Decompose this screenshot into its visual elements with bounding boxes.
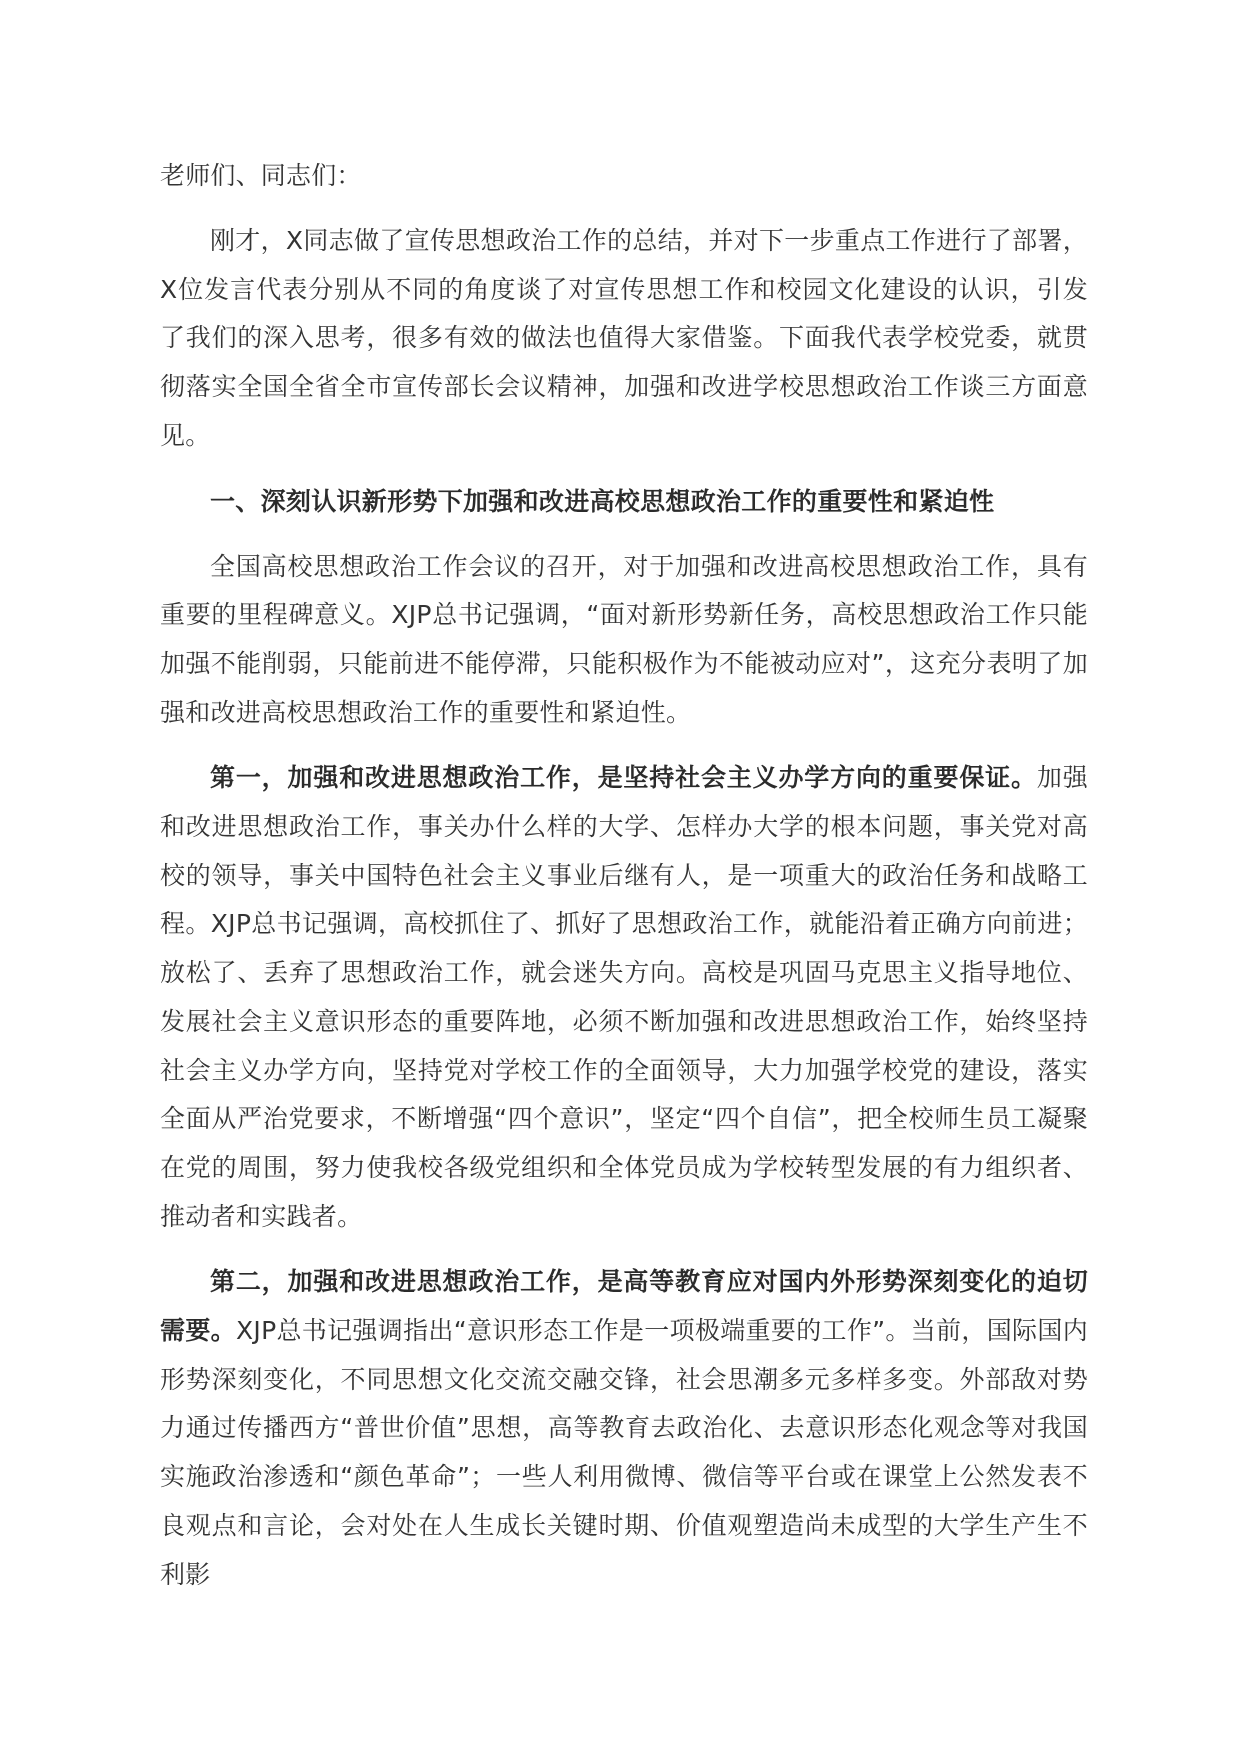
intro-paragraph: 刚才，X同志做了宣传思想政治工作的总结，并对下一步重点工作进行了部署，X位发言代表分别从不同的角度谈了对宣传思想工作和校园文化建设的认识，引发了我们的深入思考，很多有效的做法也值得大家借鉴。下面我代表学校党委，就贯彻落实全国全省全市宣传部长会议精神，加强和改进学校思想政治工作谈三方面意见。 — [160, 226, 1088, 450]
point-two-lead: 第二，加强和改进思想政治工作，是高等教育应对国内外形势深刻变化的迫切需要。 — [160, 1267, 1088, 1346]
point-two-paragraph — [160, 1258, 1088, 1599]
point-one-paragraph — [160, 754, 1088, 1241]
point-two-body: XJP总书记强调指出“意识形态工作是一项极端重要的工作”。当前，国际国内形势深刻变化，不同思想文化交流交融交锋，社会思潮多元多样多变。外部敌对势力通过传播西方“普世价值”思想，高等教育去政治化、去意识形态化观念等对我国实施政治渗透和“颜色革命”；一些人利用微博、微信等平台或在课堂上公然发表不良观点和言论，会对处在人生成长关键时期、价值观塑造尚未成型的大学生产生不利影 — [160, 1316, 1088, 1589]
section-heading: 一、深刻认识新形势下加强和改进高校思想政治工作的重要性和紧迫性 — [210, 486, 995, 516]
section-paragraph: 全国高校思想政治工作会议的召开，对于加强和改进高校思想政治工作，具有重要的里程碑意义。XJP总书记强调，“面对新形势新任务，高校思想政治工作只能加强不能削弱，只能前进不能停滞，只能积极作为不能被动应对”，这充分表明了加强和改进高校思想政治工作的重要性和紧迫性。 — [160, 551, 1088, 727]
document-page — [160, 152, 1088, 1616]
point-one-body: 加强和改进思想政治工作，事关办什么样的大学、怎样办大学的根本问题，事关党对高校的领导，事关中国特色社会主义事业后继有人，是一项重大的政治任务和战略工程。XJP总书记强调，高校抓住了、抓好了思想政治工作，就能沿着正确方向前进；放松了、丢弃了思想政治工作，就会迷失方向。高校是巩固马克思主义指导地位、发展社会主义意识形态的重要阵地，必须不断加强和改进思想政治工作，始终坚持社会主义办学方向，坚持党对学校工作的全面领导，大力加强学校党的建设，落实全面从严治党要求，不断增强“四个意识”，坚定“四个自信”，把全校师生员工凝聚在党的周围，努力使我校各级党组织和全体党员成为学校转型发展的有力组织者、推动者和实践者。 — [160, 763, 1088, 1231]
greeting: 老师们、同志们： — [160, 161, 362, 190]
point-one-lead: 第一，加强和改进思想政治工作，是坚持社会主义办学方向的重要保证。 — [210, 763, 1037, 793]
